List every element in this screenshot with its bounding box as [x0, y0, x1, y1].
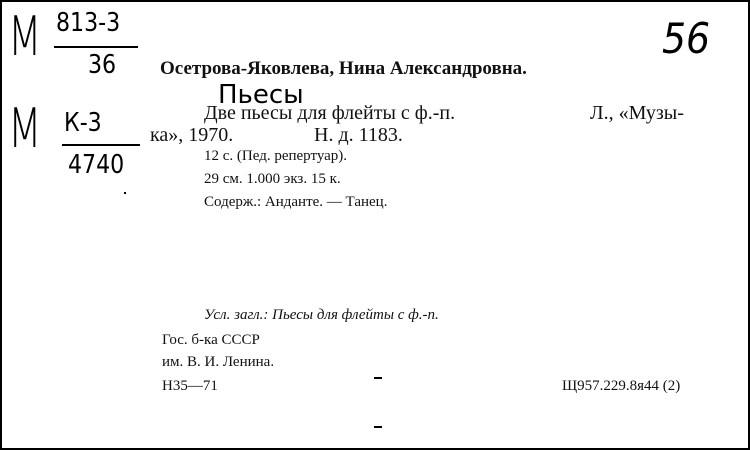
classification-code: Щ957.229.8я44 (2)	[562, 378, 681, 394]
shelfmark-bottom-2: 4740	[68, 150, 125, 180]
card-number: 56	[662, 14, 711, 63]
shelfmark-divider-2	[62, 144, 140, 146]
description-line-1: 12 с. (Пед. репертуар).	[204, 148, 348, 164]
shelfmark-bottom-1: 36	[88, 50, 117, 80]
shelfmark-divider-1	[54, 46, 138, 48]
shelfmark-top-1: 813-3	[56, 8, 121, 38]
scan-mark	[374, 377, 382, 379]
shelfmark-top-2: К-3	[64, 108, 102, 138]
library-line-2: им. В. И. Ленина.	[162, 354, 275, 370]
author-heading: Осетрова-Яковлева, Нина Александровна.	[160, 58, 527, 79]
card-code: Н35—71	[162, 378, 218, 394]
conventional-title: Усл. загл.: Пьесы для флейты с ф.-п.	[204, 307, 439, 323]
shelfmark-letter-1: М	[8, 5, 42, 68]
title-line-2-left: ка», 1970.	[150, 124, 234, 146]
description-line-3: Содерж.: Андантe. — Танец.	[204, 194, 388, 210]
shelfmark-letter-2: М	[8, 97, 42, 160]
scan-dot	[124, 192, 126, 194]
handwritten-title: Пьесы	[218, 80, 304, 110]
scan-mark	[374, 426, 382, 428]
title-line-1: Две пьесы для флейты с ф.-п.	[204, 102, 456, 124]
publisher-line-1: Л., «Музы-	[590, 102, 684, 124]
description-line-2: 29 см. 1.000 экз. 15 к.	[204, 171, 341, 187]
library-line-1: Гос. б-ка СССР	[162, 332, 260, 348]
title-line-2-right: Н. д. 1183.	[314, 124, 403, 146]
